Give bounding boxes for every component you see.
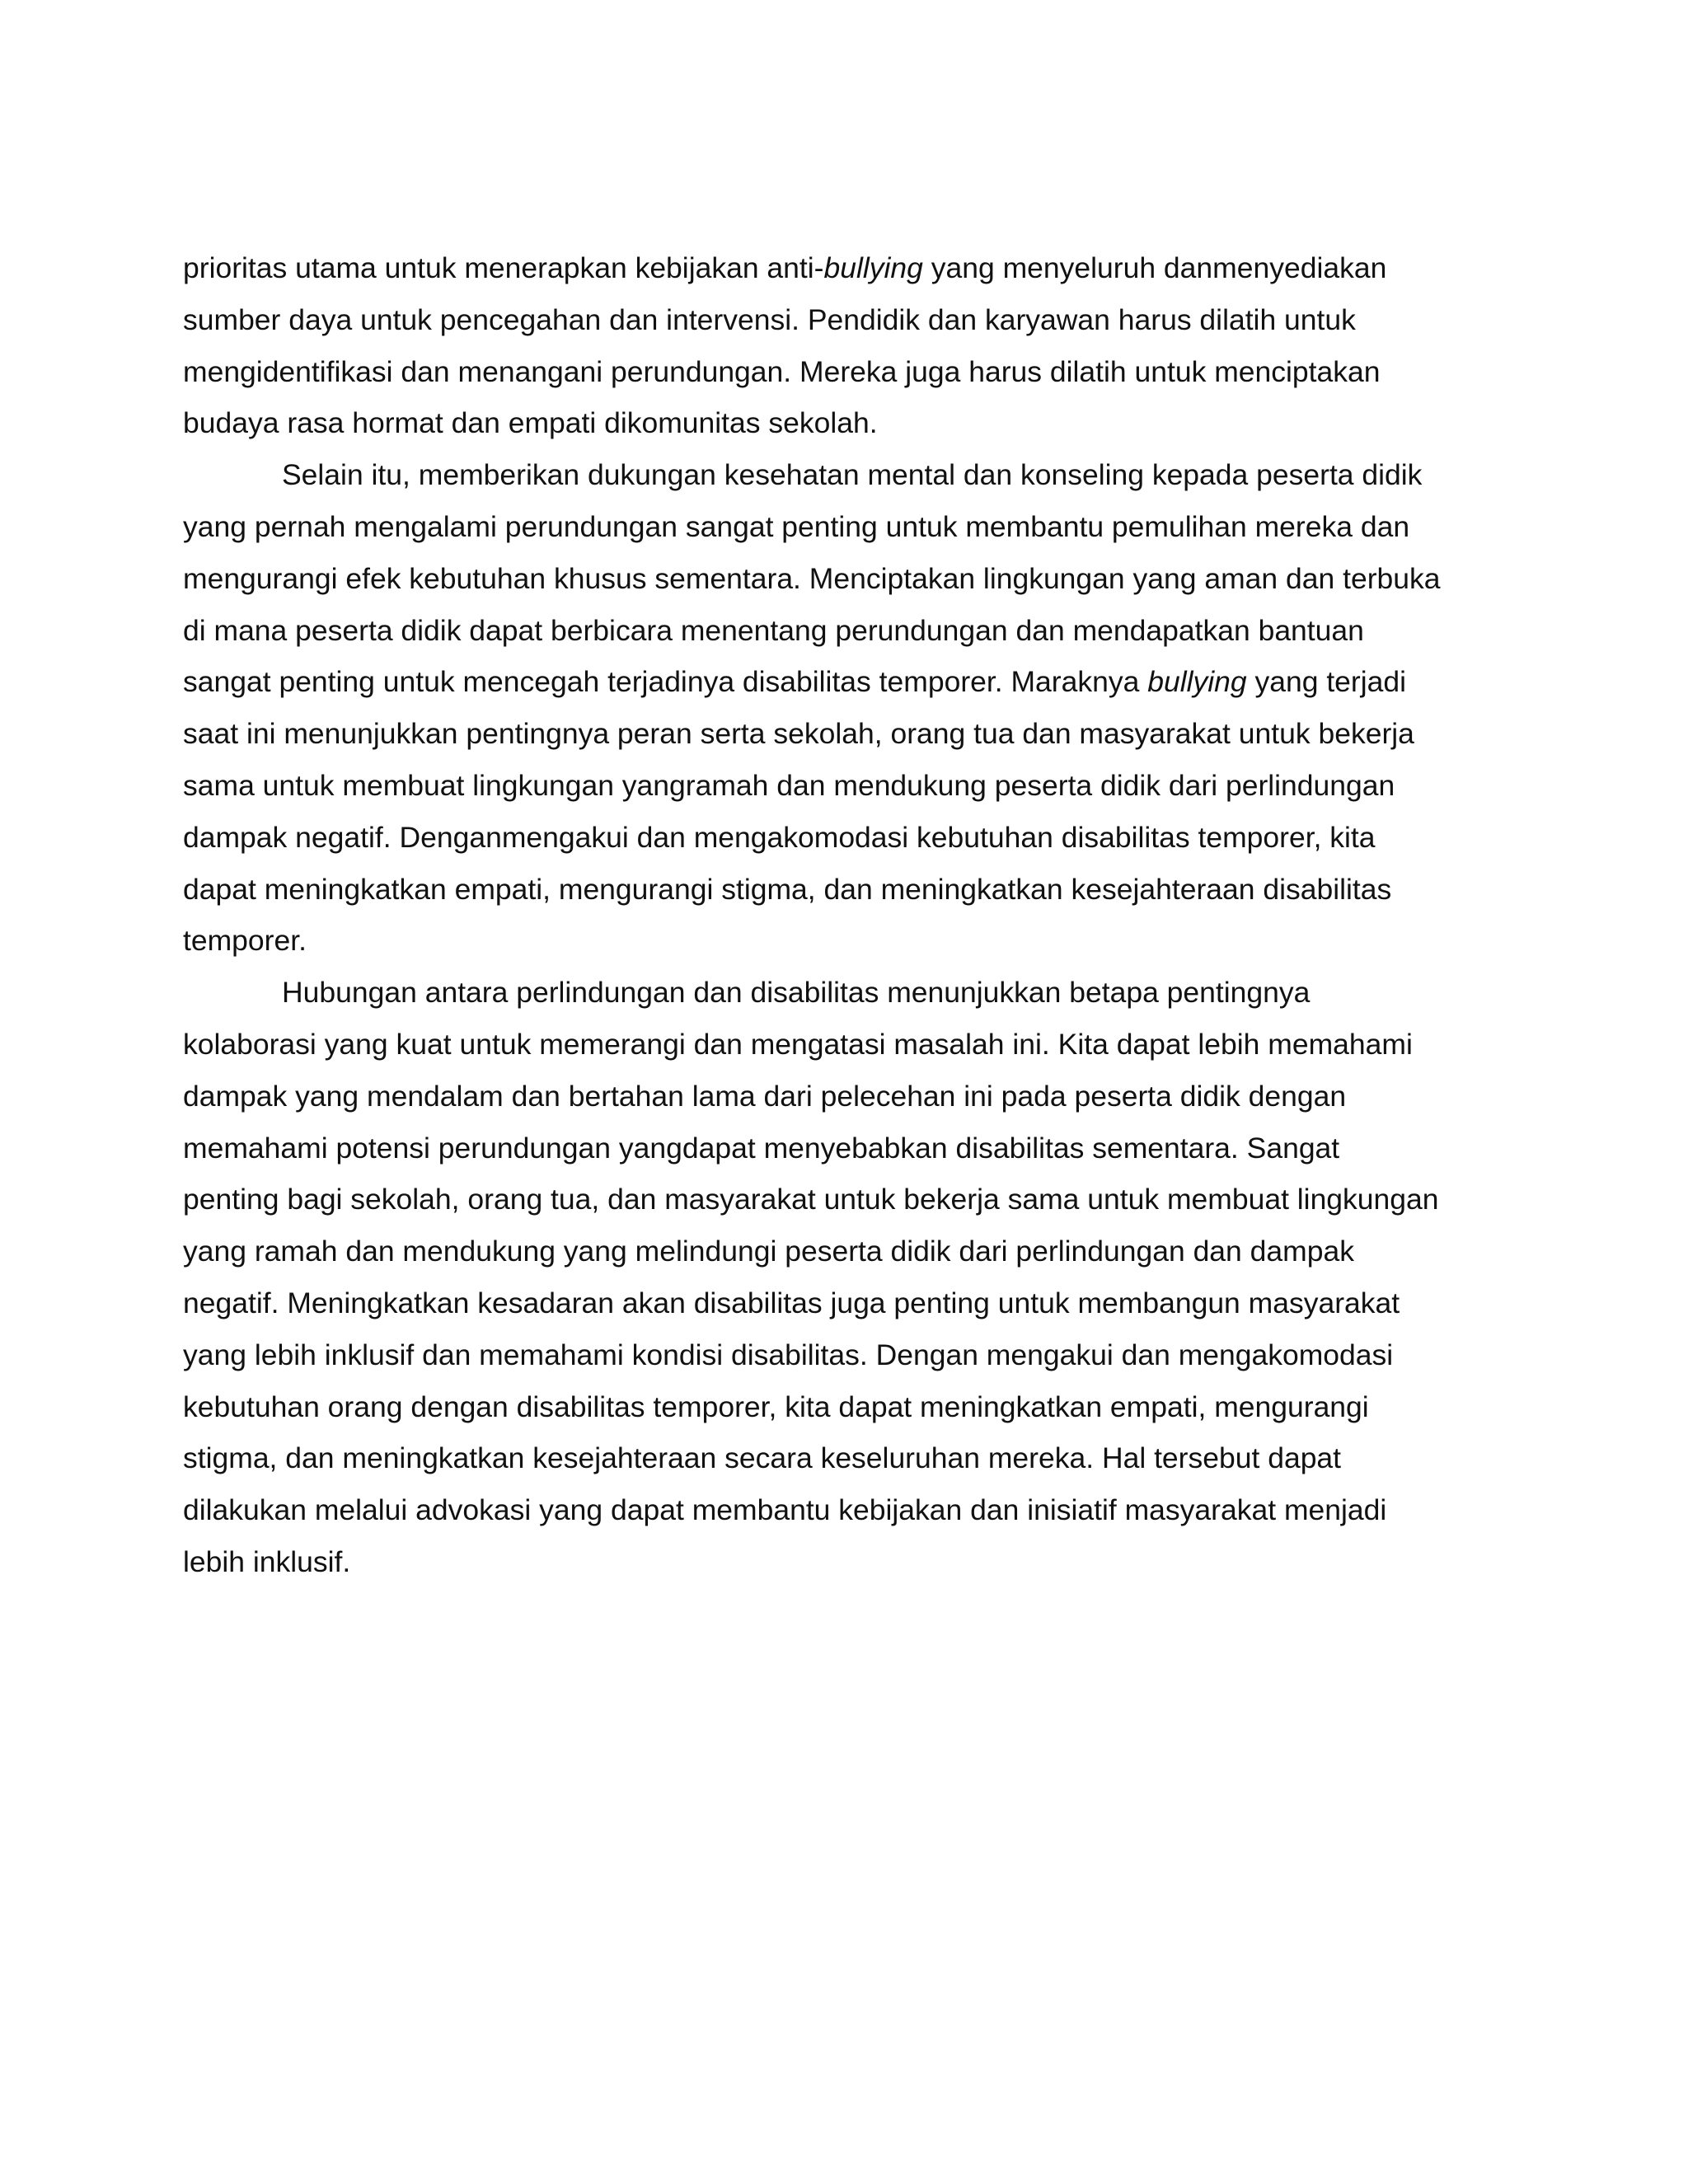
text-line (183, 760, 1506, 812)
text-segment: budaya rasa hormat dan empati dikomunitas sekolah. (183, 406, 878, 440)
text-line (183, 1277, 1506, 1329)
text-line (183, 1174, 1506, 1226)
text-line (183, 708, 1506, 760)
text-segment: kebutuhan orang dengan disabilitas temporer, kita dapat meningkatkan empati, mengurangi (183, 1390, 1369, 1423)
paragraph (183, 449, 1506, 967)
text-line (183, 501, 1506, 553)
text-line (183, 1019, 1506, 1071)
text-line (183, 915, 1506, 967)
italic-term: bullying (1147, 665, 1247, 699)
text-line (183, 1536, 1506, 1588)
text-segment: prioritas utama untuk menerapkan kebijakan anti- (183, 251, 824, 284)
text-segment: negatif. Meningkatkan kesadaran akan disabilitas juga penting untuk membangun masyarakat (183, 1286, 1400, 1319)
text-line (183, 1122, 1506, 1174)
text-segment: Hubungan antara perlindungan dan disabilitas menunjukkan betapa pentingnya (282, 976, 1311, 1010)
text-line (183, 605, 1506, 657)
text-line (183, 864, 1506, 916)
text-line (183, 656, 1506, 708)
text-line (183, 1381, 1506, 1433)
text-segment: yang terjadi (1246, 665, 1407, 699)
text-segment: dilakukan melalui advokasi yang dapat membantu kebijakan dan inisiatif masyarakat menjadi (183, 1493, 1387, 1527)
text-line (183, 1432, 1506, 1484)
text-segment: sama untuk membuat lingkungan yangramah dan mendukung peserta didik dari perlindungan (183, 768, 1395, 802)
text-line (183, 1484, 1506, 1536)
document-body (183, 242, 1506, 1588)
text-line (183, 1226, 1506, 1277)
paragraph (183, 967, 1506, 1588)
text-segment: kolaborasi yang kuat untuk memerangi dan mengatasi masalah ini. Kita dapat lebih memahami (183, 1027, 1413, 1061)
text-segment: yang lebih inklusif dan memahami kondisi disabilitas. Dengan mengakui dan mengakomodasi (183, 1338, 1394, 1371)
text-segment: yang pernah mengalami perundungan sangat penting untuk membantu pemulihan mereka dan (183, 509, 1410, 543)
text-line (183, 1329, 1506, 1381)
text-segment: yang menyeluruh danmenyediakan (922, 251, 1387, 284)
text-segment: mengidentifikasi dan menangani perundungan. Mereka juga harus dilatih untuk menciptakan (183, 354, 1381, 388)
text-line (183, 1071, 1506, 1122)
text-segment: dampak yang mendalam dan bertahan lama dari pelecehan ini pada peserta didik dengan (183, 1079, 1347, 1113)
text-line (183, 812, 1506, 864)
text-segment: lebih inklusif. (183, 1544, 351, 1578)
text-segment: saat ini menunjukkan pentingnya peran serta sekolah, orang tua dan masyarakat untuk bekerja (183, 717, 1414, 751)
text-segment: dapat meningkatkan empati, mengurangi stigma, dan meningkatkan kesejahteraan disabilitas (183, 872, 1392, 906)
text-segment: memahami potensi perundungan yangdapat menyebabkan disabilitas sementara. Sangat (183, 1131, 1340, 1165)
text-segment: di mana peserta didik dapat berbicara menentang perundungan dan mendapatkan bantuan (183, 613, 1364, 647)
text-segment: sumber daya untuk pencegahan dan intervensi. Pendidik dan karyawan harus dilatih untuk (183, 302, 1356, 336)
text-line (183, 346, 1506, 398)
text-line (183, 242, 1506, 294)
text-segment: mengurangi efek kebutuhan khusus sementara. Menciptakan lingkungan yang aman dan terbuka (183, 561, 1441, 595)
text-segment: penting bagi sekolah, orang tua, dan masyarakat untuk bekerja sama untuk membuat lingkungan (183, 1183, 1439, 1216)
text-line (183, 967, 1506, 1019)
italic-term: bullying (823, 251, 923, 284)
text-line (183, 449, 1506, 501)
text-line (183, 294, 1506, 346)
text-segment: temporer. (183, 924, 307, 958)
text-segment: sangat penting untuk mencegah terjadinya disabilitas temporer. Maraknya (183, 665, 1148, 699)
paragraph (183, 242, 1506, 449)
text-segment: stigma, dan meningkatkan kesejahteraan secara keseluruhan mereka. Hal tersebut dapat (183, 1441, 1342, 1475)
text-line (183, 553, 1506, 605)
text-segment: dampak negatif. Denganmengakui dan mengakomodasi kebutuhan disabilitas temporer, kita (183, 820, 1376, 854)
text-segment: yang ramah dan mendukung yang melindungi peserta didik dari perlindungan dan dampak (183, 1235, 1354, 1268)
text-segment: Selain itu, memberikan dukungan kesehatan mental dan konseling kepada peserta didik (282, 458, 1423, 492)
text-line (183, 397, 1506, 449)
